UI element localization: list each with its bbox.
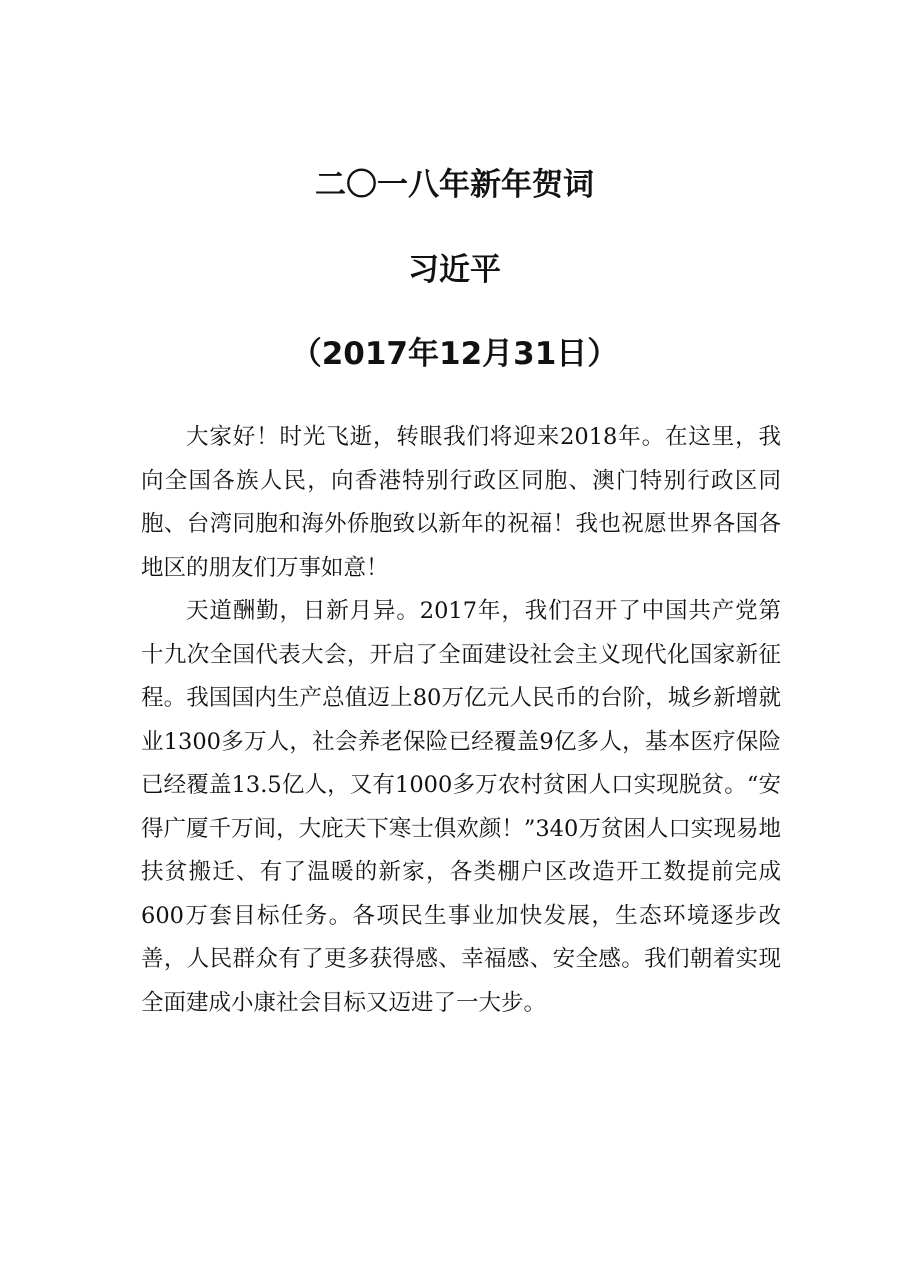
document-author: 习近平 xyxy=(408,252,501,288)
document-title: 二〇一八年新年贺词 xyxy=(315,167,594,203)
paragraph-1: 大家好！时光飞逝，转眼我们将迎来2018年。在这里，我向全国各族人民，向香港特别行政区同胞、澳门特别行政区同胞、台湾同胞和海外侨胞致以新年的祝福！我也祝愿世界各国各地区的朋友们万事如意！ xyxy=(141,424,781,581)
document-body xyxy=(141,416,781,1025)
document-date: （2017年12月31日） xyxy=(290,336,619,372)
paragraph-2: 天道酬勤，日新月异。2017年，我们召开了中国共产党第十九次全国代表大会，开启了全面建设社会主义现代化国家新征程。我国国内生产总值迈上80万亿元人民币的台阶，城乡新增就业1300多万人，社会养老保险已经覆盖9亿多人，基本医疗保险已经覆盖13.5亿人，又有1000多万农村贫困人口实现脱贫。“安得广厦千万间，大庇天下寒士俱欢颜！”340万贫困人口实现易地扶贫搬迁、有了温暖的新家，各类棚户区改造开工数提前完成600万套目标任务。各项民生事业加快发展，生态环境逐步改善，人民群众有了更多获得感、幸福感、安全感。我们朝着实现全面建成小康社会目标又迈进了一大步。 xyxy=(141,598,781,1016)
